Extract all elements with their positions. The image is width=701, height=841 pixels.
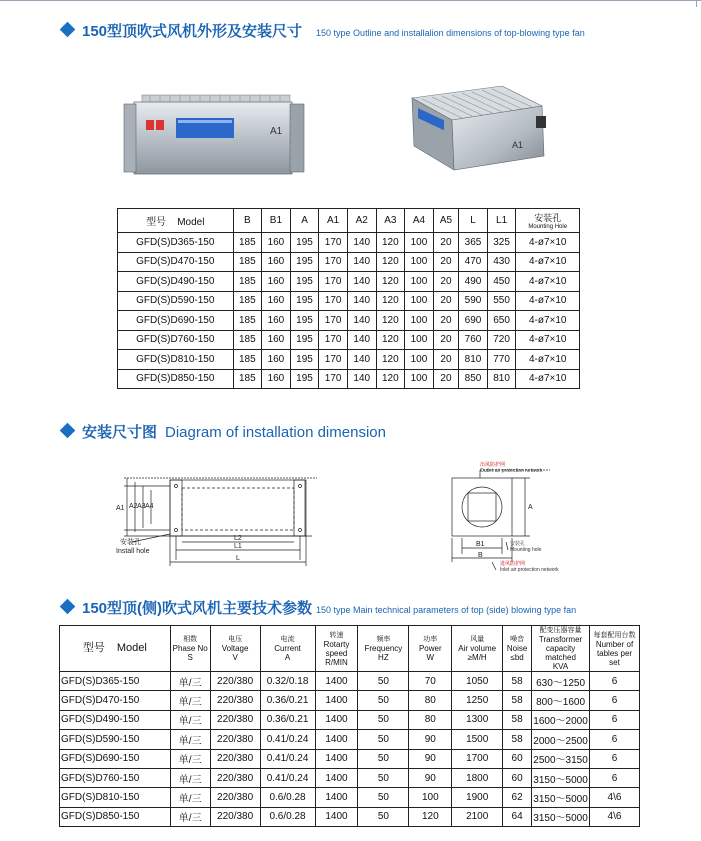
table-cell: 120 xyxy=(409,807,452,826)
table-cell: 120 xyxy=(376,252,405,272)
tech-col-header: 每套配用台数 Number of tables per set xyxy=(590,626,640,672)
table-cell: 4-ø7×10 xyxy=(516,350,580,370)
table-cell: 170 xyxy=(319,252,348,272)
table-cell: 6 xyxy=(590,710,640,729)
table-cell: 120 xyxy=(376,330,405,350)
table-cell: 160 xyxy=(262,272,291,292)
table-cell: 1400 xyxy=(315,691,358,710)
model-cell: GFD(S)D470-150 xyxy=(118,252,234,272)
table-row xyxy=(60,691,640,710)
dim-A2: A2 xyxy=(129,503,138,510)
table-cell: 0.32/0.18 xyxy=(260,672,315,691)
col-mounting-hole: 安装孔 Mounting Hole xyxy=(516,209,580,233)
table-cell: 120 xyxy=(376,272,405,292)
tech-col-header: 噪音 Noise ≤bd xyxy=(503,626,532,672)
table-cell: 100 xyxy=(405,291,434,311)
table-cell: 50 xyxy=(358,788,409,807)
diamond-bullet-icon xyxy=(60,22,76,38)
table-cell: 50 xyxy=(358,807,409,826)
table-cell: 60 xyxy=(503,768,532,787)
table-cell: 120 xyxy=(376,311,405,331)
corner-tick xyxy=(696,0,697,7)
model-cell: GFD(S)D365-150 xyxy=(60,672,171,691)
table-cell: 0.41/0.24 xyxy=(260,768,315,787)
table-cell: 160 xyxy=(262,291,291,311)
install-hole-en: Install hole xyxy=(116,548,150,555)
tech-col-header: 电流 Current A xyxy=(260,626,315,672)
table-cell: 160 xyxy=(262,252,291,272)
tech-col-header: 功率 Power W xyxy=(409,626,452,672)
table-cell: 170 xyxy=(319,272,348,292)
table-cell: 850 xyxy=(459,369,488,389)
table-cell: 100 xyxy=(405,330,434,350)
col-A5: A5 xyxy=(433,209,458,233)
dim-L2: L2 xyxy=(234,535,242,542)
table-cell: 160 xyxy=(262,311,291,331)
table-cell: 58 xyxy=(503,672,532,691)
install-hole-cn: 安装孔 xyxy=(120,539,141,546)
table-cell: 0.6/0.28 xyxy=(260,788,315,807)
table-cell: 770 xyxy=(487,350,516,370)
table-row xyxy=(118,369,580,389)
table-cell: 195 xyxy=(290,311,319,331)
inlet-net-cn: 进风防护网 xyxy=(500,561,526,567)
col-A1: A1 xyxy=(319,209,348,233)
section3-heading xyxy=(62,597,576,618)
table-row xyxy=(118,291,580,311)
section2-title-en: Diagram of installation dimension xyxy=(165,424,386,441)
table-cell: 120 xyxy=(376,369,405,389)
tech-col-header: 型号 Model xyxy=(60,626,171,672)
tech-col-header: 配变压器容量 Transformer capacity matched KVA xyxy=(532,626,590,672)
dim-A: A xyxy=(528,504,533,511)
table-cell: 2000～2500 xyxy=(532,730,590,749)
model-cell: GFD(S)D810-150 xyxy=(118,350,234,370)
table-cell: 170 xyxy=(319,233,348,253)
table-cell: 单/三 xyxy=(170,788,210,807)
table-cell: 0.41/0.24 xyxy=(260,730,315,749)
table-cell: 630～1250 xyxy=(532,672,590,691)
model-cell: GFD(S)D810-150 xyxy=(60,788,171,807)
model-cell: GFD(S)D490-150 xyxy=(60,710,171,729)
table-cell: 1400 xyxy=(315,768,358,787)
table-cell: 单/三 xyxy=(170,691,210,710)
table-cell: 4\6 xyxy=(590,807,640,826)
table-cell: 50 xyxy=(358,691,409,710)
table-cell: 4-ø7×10 xyxy=(516,291,580,311)
table-row xyxy=(60,768,640,787)
table-cell: 185 xyxy=(233,233,262,253)
table-cell: 20 xyxy=(433,233,458,253)
tech-col-header: 风量 Air volume ≥M/H xyxy=(452,626,503,672)
table-cell: 6 xyxy=(590,749,640,768)
table-cell: 720 xyxy=(487,330,516,350)
table-cell: 58 xyxy=(503,691,532,710)
dim-A1: A1 xyxy=(116,505,125,512)
table-cell: 810 xyxy=(487,369,516,389)
table-cell: 50 xyxy=(358,730,409,749)
tech-table-header xyxy=(60,626,640,672)
table-cell: 1300 xyxy=(452,710,503,729)
table-cell: 6 xyxy=(590,768,640,787)
table-cell: 100 xyxy=(405,252,434,272)
table-cell: 90 xyxy=(409,768,452,787)
table-cell: 4-ø7×10 xyxy=(516,252,580,272)
table-cell: 3150～5000 xyxy=(532,788,590,807)
table-cell: 50 xyxy=(358,749,409,768)
table-cell: 100 xyxy=(405,369,434,389)
table-cell: 1400 xyxy=(315,749,358,768)
table-row xyxy=(118,330,580,350)
table-cell: 1400 xyxy=(315,672,358,691)
diamond-bullet-icon xyxy=(60,599,76,615)
table-cell: 6 xyxy=(590,691,640,710)
model-cell: GFD(S)D590-150 xyxy=(118,291,234,311)
table-cell: 220/380 xyxy=(210,672,260,691)
table-cell: 1600～2000 xyxy=(532,710,590,729)
table-cell: 单/三 xyxy=(170,730,210,749)
table-cell: 170 xyxy=(319,350,348,370)
mounting-hole-cn: 安装孔 xyxy=(510,541,526,547)
table-cell: 6 xyxy=(590,672,640,691)
table-cell: 4\6 xyxy=(590,788,640,807)
table-cell: 325 xyxy=(487,233,516,253)
table-cell: 195 xyxy=(290,272,319,292)
col-A: A xyxy=(290,209,319,233)
col-A2: A2 xyxy=(347,209,376,233)
table-cell: 58 xyxy=(503,730,532,749)
col-B: B xyxy=(233,209,262,233)
table-cell: 490 xyxy=(459,272,488,292)
table-cell: 20 xyxy=(433,350,458,370)
table-cell: 1400 xyxy=(315,710,358,729)
table-cell: 220/380 xyxy=(210,710,260,729)
table-cell: 100 xyxy=(405,350,434,370)
table-cell: 1500 xyxy=(452,730,503,749)
table-cell: 0.36/0.21 xyxy=(260,710,315,729)
table-cell: 160 xyxy=(262,233,291,253)
tech-col-header: 转速 Rotarty speed R/MIN xyxy=(315,626,358,672)
table-cell: 1400 xyxy=(315,730,358,749)
table-cell: 365 xyxy=(459,233,488,253)
section1-title-cn: 150型顶吹式风机外形及安装尺寸 xyxy=(82,23,303,40)
table-cell: 50 xyxy=(358,710,409,729)
col-B1: B1 xyxy=(262,209,291,233)
outlet-net-en: Outlet air protection network xyxy=(480,468,543,474)
mounting-hole-en: Mounting hole xyxy=(510,547,542,553)
table-cell: 195 xyxy=(290,350,319,370)
col-A4: A4 xyxy=(405,209,434,233)
table-cell: 1050 xyxy=(452,672,503,691)
table-cell: 100 xyxy=(405,311,434,331)
dim-B: B xyxy=(478,552,483,559)
table-cell: 60 xyxy=(503,749,532,768)
table-row xyxy=(118,272,580,292)
table-row xyxy=(118,350,580,370)
model-cell: GFD(S)D470-150 xyxy=(60,691,171,710)
photo-label-right: A1 xyxy=(512,140,524,150)
col-A3: A3 xyxy=(376,209,405,233)
outlet-net-cn: 出风防护网 xyxy=(480,462,506,468)
table-cell: 90 xyxy=(409,730,452,749)
section3-title-en: 150 type Main technical parameters of top (side) blowing type fan xyxy=(316,605,577,615)
table-cell: 450 xyxy=(487,272,516,292)
table-cell: 3150～5000 xyxy=(532,807,590,826)
table-cell: 800～1600 xyxy=(532,691,590,710)
table-cell: 220/380 xyxy=(210,768,260,787)
dim-B1: B1 xyxy=(476,541,485,548)
table-cell: 220/380 xyxy=(210,691,260,710)
col-model: 型号 Model xyxy=(118,209,234,233)
table-cell: 170 xyxy=(319,369,348,389)
table-cell: 810 xyxy=(459,350,488,370)
table-cell: 140 xyxy=(347,272,376,292)
table-cell: 单/三 xyxy=(170,807,210,826)
table-row xyxy=(118,252,580,272)
table-cell: 195 xyxy=(290,369,319,389)
table-cell: 20 xyxy=(433,330,458,350)
table-cell: 590 xyxy=(459,291,488,311)
model-cell: GFD(S)D760-150 xyxy=(60,768,171,787)
table-cell: 120 xyxy=(376,291,405,311)
table-row xyxy=(60,730,640,749)
model-cell: GFD(S)D365-150 xyxy=(118,233,234,253)
table-cell: 140 xyxy=(347,291,376,311)
model-cell: GFD(S)D760-150 xyxy=(118,330,234,350)
table-cell: 2100 xyxy=(452,807,503,826)
table-cell: 430 xyxy=(487,252,516,272)
table-cell: 4-ø7×10 xyxy=(516,272,580,292)
table-cell: 760 xyxy=(459,330,488,350)
col-L1: L1 xyxy=(487,209,516,233)
table-row xyxy=(60,807,640,826)
table-cell: 20 xyxy=(433,252,458,272)
table-cell: 50 xyxy=(358,768,409,787)
table-cell: 220/380 xyxy=(210,788,260,807)
table-cell: 140 xyxy=(347,252,376,272)
table-cell: 185 xyxy=(233,330,262,350)
section1-title-en: 150 type Outline and installalion dimensions of top-blowing type fan xyxy=(316,28,585,38)
model-cell: GFD(S)D850-150 xyxy=(118,369,234,389)
table-cell: 195 xyxy=(290,291,319,311)
tech-col-header: 频率 Frequency HZ xyxy=(358,626,409,672)
table-cell: 单/三 xyxy=(170,672,210,691)
table-cell: 1400 xyxy=(315,788,358,807)
table-cell: 80 xyxy=(409,691,452,710)
table-cell: 0.36/0.21 xyxy=(260,691,315,710)
fan-photo-front xyxy=(120,90,310,180)
table-cell: 170 xyxy=(319,311,348,331)
tech-params-table xyxy=(59,625,640,827)
table-cell: 1900 xyxy=(452,788,503,807)
model-cell: GFD(S)D850-150 xyxy=(60,807,171,826)
section2-heading xyxy=(62,421,386,442)
table-cell: 195 xyxy=(290,233,319,253)
table-cell: 20 xyxy=(433,272,458,292)
table-cell: 1250 xyxy=(452,691,503,710)
table-cell: 50 xyxy=(358,672,409,691)
table-cell: 550 xyxy=(487,291,516,311)
table-cell: 160 xyxy=(262,330,291,350)
table-cell: 140 xyxy=(347,369,376,389)
dim-L: L xyxy=(236,555,240,562)
section2-title-cn: 安装尺寸图 xyxy=(82,424,158,441)
table-cell: 220/380 xyxy=(210,730,260,749)
table-cell: 单/三 xyxy=(170,749,210,768)
tech-col-header: 相数 Phase No S xyxy=(170,626,210,672)
table-cell: 3150～5000 xyxy=(532,768,590,787)
inlet-net-en: Inlet air protection network xyxy=(500,567,559,573)
table-cell: 650 xyxy=(487,311,516,331)
table-cell: 0.6/0.28 xyxy=(260,807,315,826)
table-cell: 64 xyxy=(503,807,532,826)
table-row xyxy=(118,311,580,331)
table-row xyxy=(60,672,640,691)
table-cell: 单/三 xyxy=(170,710,210,729)
end-view-diagram xyxy=(440,458,590,578)
table-row xyxy=(118,233,580,253)
table-cell: 195 xyxy=(290,330,319,350)
top-border-line xyxy=(0,0,701,8)
table-cell: 140 xyxy=(347,330,376,350)
tech-col-header: 电压 Voltage V xyxy=(210,626,260,672)
side-view-diagram xyxy=(112,470,322,570)
table-cell: 100 xyxy=(405,233,434,253)
table-cell: 185 xyxy=(233,311,262,331)
dimension-table xyxy=(117,208,580,389)
diamond-bullet-icon xyxy=(60,423,76,439)
table-row xyxy=(60,710,640,729)
table-cell: 62 xyxy=(503,788,532,807)
table-cell: 195 xyxy=(290,252,319,272)
model-cell: GFD(S)D490-150 xyxy=(118,272,234,292)
table-cell: 1400 xyxy=(315,807,358,826)
table-cell: 185 xyxy=(233,291,262,311)
table-cell: 140 xyxy=(347,233,376,253)
table-cell: 4-ø7×10 xyxy=(516,311,580,331)
model-cell: GFD(S)D690-150 xyxy=(118,311,234,331)
model-cell: GFD(S)D590-150 xyxy=(60,730,171,749)
table-cell: 185 xyxy=(233,272,262,292)
table-cell: 90 xyxy=(409,749,452,768)
table-cell: 140 xyxy=(347,350,376,370)
table-cell: 20 xyxy=(433,369,458,389)
dim-A3: A3 xyxy=(137,503,146,510)
table-cell: 220/380 xyxy=(210,807,260,826)
table-cell: 单/三 xyxy=(170,768,210,787)
table-cell: 70 xyxy=(409,672,452,691)
table-row xyxy=(60,788,640,807)
dim-L1: L1 xyxy=(234,543,242,550)
table-cell: 100 xyxy=(409,788,452,807)
table-cell: 160 xyxy=(262,369,291,389)
section1-heading xyxy=(62,20,585,41)
table-cell: 220/380 xyxy=(210,749,260,768)
table-cell: 58 xyxy=(503,710,532,729)
table-cell: 20 xyxy=(433,291,458,311)
table-row xyxy=(60,749,640,768)
table-cell: 185 xyxy=(233,369,262,389)
table-cell: 140 xyxy=(347,311,376,331)
table-cell: 4-ø7×10 xyxy=(516,330,580,350)
fan-photo-angled xyxy=(392,78,562,188)
table-cell: 185 xyxy=(233,252,262,272)
table-cell: 2500～3150 xyxy=(532,749,590,768)
table-cell: 1700 xyxy=(452,749,503,768)
dim-A4: A4 xyxy=(145,503,154,510)
table-cell: 4-ø7×10 xyxy=(516,369,580,389)
table-cell: 160 xyxy=(262,350,291,370)
model-cell: GFD(S)D690-150 xyxy=(60,749,171,768)
table-cell: 1800 xyxy=(452,768,503,787)
table-cell: 690 xyxy=(459,311,488,331)
table-cell: 120 xyxy=(376,350,405,370)
photo-label-left: A1 xyxy=(270,126,283,137)
table-cell: 120 xyxy=(376,233,405,253)
table-cell: 470 xyxy=(459,252,488,272)
col-L: L xyxy=(459,209,488,233)
table-cell: 185 xyxy=(233,350,262,370)
table-cell: 170 xyxy=(319,330,348,350)
table-cell: 20 xyxy=(433,311,458,331)
table-cell: 80 xyxy=(409,710,452,729)
table-cell: 170 xyxy=(319,291,348,311)
table-cell: 4-ø7×10 xyxy=(516,233,580,253)
table-cell: 100 xyxy=(405,272,434,292)
table-cell: 6 xyxy=(590,730,640,749)
section3-title-cn: 150型顶(侧)吹式风机主要技术参数 xyxy=(82,600,313,617)
table-cell: 0.41/0.24 xyxy=(260,749,315,768)
dimension-table-header xyxy=(118,209,580,233)
